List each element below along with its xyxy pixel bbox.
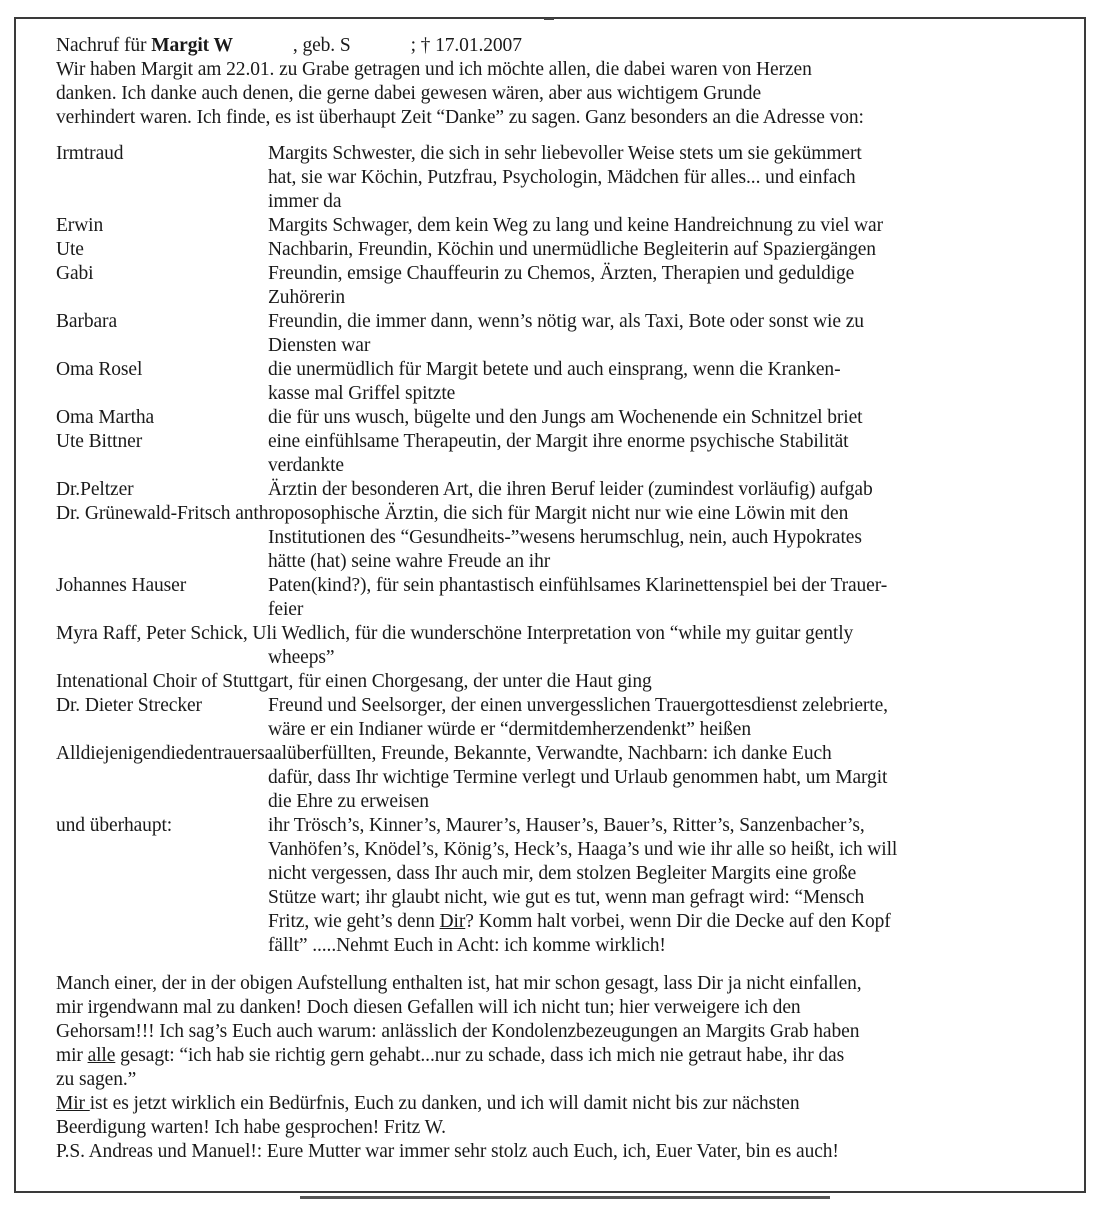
underlined-word: Dir (439, 911, 466, 932)
underlined-word: Mir (56, 1093, 90, 1114)
thanks-entry-hauser (56, 574, 1056, 622)
entry-line: Stütze wart; ihr glaubt nicht, wie gut es tut, wenn man gefragt wird: “Mensch (268, 887, 865, 908)
entry-first-line: Myra Raff, Peter Schick, Uli Wedlich, für die wunderschöne Interpretation von “while my guitar gently (56, 623, 854, 644)
thanks-entry-musicians (56, 622, 1056, 670)
entry-line: Zuhörerin (268, 287, 346, 308)
entry-name: Oma Martha (56, 407, 155, 428)
entry-line: die Ehre zu erweisen (268, 791, 429, 812)
entry-line: verdankte (268, 455, 344, 476)
thanks-entry (56, 358, 1056, 406)
entry-name: Gabi (56, 263, 94, 284)
entry-line: hat, sie war Köchin, Putzfrau, Psychologin, Mädchen für alles... und einfach (268, 167, 856, 188)
entry-line: ihr Trösch’s, Kinner’s, Maurer’s, Hauser’s, Bauer’s, Ritter’s, Sanzenbacher’s, (268, 815, 865, 836)
heading-prefix: Nachruf für (56, 35, 147, 56)
entry-line: die für uns wusch, bügelte und den Jungs am Wochenende ein Schnitzel briet (268, 407, 863, 428)
closing-line (56, 1044, 1056, 1068)
heading-name: Margit W (151, 35, 233, 56)
entry-line: Paten(kind?), für sein phantastisch einfühlsames Klarinettenspiel bei der Trauer- (268, 575, 888, 596)
entry-line: Vanhöfen’s, Knödel’s, König’s, Heck’s, Haaga’s und wie ihr alle so heißt, ich will (268, 839, 898, 860)
entry-first-line: Alldiejenigendiedentrauersaalüberfüllten, Freunde, Bekannte, Verwandte, Nachbarn: ich danke Euch (56, 743, 832, 764)
thanks-entry (56, 406, 1056, 430)
intro-line: verhindert waren. Ich finde, es ist überhaupt Zeit “Danke” zu sagen. Ganz besonders an die Adresse von: (56, 107, 864, 128)
entry-line: nicht vergessen, dass Ihr auch mir, dem stolzen Begleiter Margits eine große (268, 863, 857, 884)
closing-line: Manch einer, der in der obigen Aufstellung enthalten ist, hat mir schon gesagt, lass Dir ja nicht einfallen, (56, 973, 862, 994)
entry-line: dafür, dass Ihr wichtige Termine verlegt und Urlaub genommen habt, um Margit (268, 767, 888, 788)
closing-text: gesagt: “ich hab sie richtig gern gehabt...nur zu schade, dass ich mich nie getraut habe, ihr das (115, 1045, 845, 1066)
entry-line: Nachbarin, Freundin, Köchin und unermüdliche Begleiterin auf Spaziergängen (268, 239, 876, 260)
entry-name: und überhaupt: (56, 815, 173, 836)
entry-line: kasse mal Griffel spitzte (268, 383, 456, 404)
closing-line (56, 1092, 1056, 1116)
entry-name: Dr. Dieter Strecker (56, 695, 202, 716)
thanks-entry-strecker (56, 694, 1056, 742)
thanks-entry-everyone (56, 814, 1056, 958)
intro-line: Wir haben Margit am 22.01. zu Grabe getragen und ich möchte allen, die dabei waren von Herzen (56, 59, 812, 80)
entry-line: Freundin, die immer dann, wenn’s nötig war, als Taxi, Bote oder sonst wie zu (268, 311, 864, 332)
entry-line: hätte (hat) seine wahre Freude an ihr (268, 551, 551, 572)
entry-text: Fritz, wie geht’s denn (268, 911, 440, 932)
underlined-word: alle (87, 1045, 116, 1066)
postscript-line: P.S. Andreas und Manuel!: Eure Mutter war immer sehr stolz auch Euch, ich, Euer Vater, bin es auch! (56, 1141, 839, 1162)
closing-text: ist es jetzt wirklich ein Bedürfnis, Euch zu danken, und ich will damit nicht bis zur nächsten (89, 1093, 800, 1114)
entry-line: Margits Schwester, die sich in sehr liebevoller Weise stets um sie gekümmert (268, 143, 862, 164)
entry-line: wheeps” (268, 647, 335, 668)
obituary-text (56, 34, 1056, 1164)
thanks-entry-gruenewald (56, 502, 1056, 574)
entry-line: Ärztin der besonderen Art, die ihren Beruf leider (zumindest vorläufig) aufgab (268, 479, 873, 500)
entry-first-line: Dr. Grünewald-Fritsch anthroposophische Ärztin, die sich für Margit nicht nur wie eine Löwin mit den (56, 503, 849, 524)
entry-line: fällt” .....Nehmt Euch in Acht: ich komme wirklich! (268, 935, 666, 956)
thanks-entry (56, 310, 1056, 358)
entry-line: eine einfühlsame Therapeutin, der Margit ihre enorme psychische Stabilität (268, 431, 849, 452)
entry-name: Dr.Peltzer (56, 479, 134, 500)
entry-line: Freund und Seelsorger, der einen unvergesslichen Trauergottesdienst zelebrierte, (268, 695, 888, 716)
entry-line: Freundin, emsige Chauffeurin zu Chemos, Ärzten, Therapien und geduldige (268, 263, 855, 284)
entry-line: Margits Schwager, dem kein Weg zu lang und keine Handreichnung zu viel war (268, 215, 883, 236)
closing-line: mir irgendwann mal zu danken! Doch diesen Gefallen will ich nicht tun; hier verweigere ich den (56, 997, 801, 1018)
thanks-entry (56, 238, 1056, 262)
entry-line: feier (268, 599, 304, 620)
entry-line: die unermüdlich für Margit betete und auch einsprang, wenn die Kranken- (268, 359, 841, 380)
entry-name: Irmtraud (56, 143, 124, 164)
entry-line: immer da (268, 191, 342, 212)
closing-paragraph (56, 972, 1056, 1164)
thanks-entry (56, 430, 1056, 478)
entry-text: ? Komm halt vorbei, wenn Dir die Decke auf den Kopf (465, 911, 891, 932)
thanks-entry (56, 214, 1056, 238)
thanks-entry-guests (56, 742, 1056, 814)
closing-line: zu sagen.” (56, 1069, 137, 1090)
entry-name: Oma Rosel (56, 359, 143, 380)
scan-mark (544, 18, 554, 20)
obituary-heading (56, 34, 1056, 58)
entry-name: Barbara (56, 311, 118, 332)
closing-line: Beerdigung warten! Ich habe gesprochen! Fritz W. (56, 1117, 446, 1138)
thanks-entry (56, 142, 1056, 214)
thanks-list (56, 142, 1056, 502)
intro-line: danken. Ich danke auch denen, die gerne dabei gewesen wären, aber aus wichtigem Grunde (56, 83, 762, 104)
entry-name: Ute (56, 239, 84, 260)
entry-line: Diensten war (268, 335, 371, 356)
thanks-entry-choir: Intenational Choir of Stuttgart, für einen Chorgesang, der unter die Haut ging (56, 671, 652, 692)
intro-paragraph (56, 58, 1056, 130)
heading-born: , geb. S (292, 35, 351, 56)
thanks-entry (56, 478, 1056, 502)
thanks-entry (56, 262, 1056, 310)
closing-text: mir (56, 1045, 88, 1066)
entry-name: Johannes Hauser (56, 575, 187, 596)
entry-name: Ute Bittner (56, 431, 143, 452)
entry-line: wäre er ein Indianer würde er “dermitdemherzendenkt” heißen (268, 719, 751, 740)
entry-name: Erwin (56, 215, 104, 236)
closing-line: Gehorsam!!! Ich sag’s Euch auch warum: anlässlich der Kondolenzbezeugungen an Margits Grab haben (56, 1021, 860, 1042)
frame-bottom-edge (300, 1196, 830, 1199)
entry-line: Institutionen des “Gesundheits-”wesens herumschlug, nein, auch Hypokrates (268, 527, 862, 548)
heading-death-date: ; † 17.01.2007 (410, 35, 522, 56)
entry-line (268, 910, 1056, 934)
